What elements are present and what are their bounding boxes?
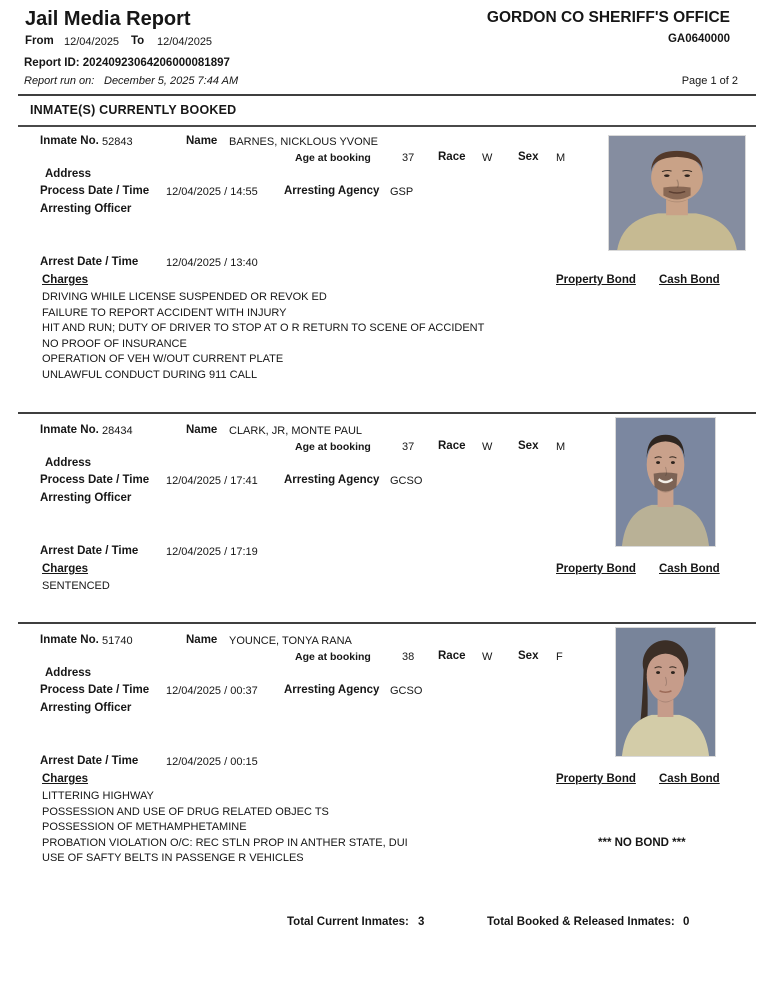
inmate-no-label: Inmate No. (40, 135, 99, 147)
sheriff-office-name: GORDON CO SHERIFF'S OFFICE (486, 9, 730, 26)
address-label: Address (45, 667, 92, 679)
race-value: W (482, 152, 493, 164)
charges-column-header: Charges (42, 773, 89, 785)
age-at-booking-label: Age at booking (295, 152, 371, 164)
to-date-value: 12/04/2025 (157, 36, 213, 48)
charge-line: PROBATION VIOLATION O/C: REC STLN PROP IN ANTHER STATE, DUI (42, 836, 408, 849)
charge-line: FAILURE TO REPORT ACCIDENT WITH INJURY (42, 306, 287, 319)
charge-line: UNLAWFUL CONDUCT DURING 911 CALL (42, 368, 258, 381)
age-at-booking-label: Age at booking (295, 651, 371, 663)
page-number: Page 1 of 2 (681, 75, 738, 87)
race-label: Race (438, 151, 466, 163)
race-value: W (482, 441, 493, 453)
arresting-agency-value: GCSO (390, 475, 423, 487)
total-current-inmates-value: 3 (418, 916, 425, 928)
arresting-agency-label: Arresting Agency (284, 684, 380, 696)
process-date-time-value: 12/04/2025 / 14:55 (166, 186, 258, 198)
inmate-no-label: Inmate No. (40, 424, 99, 436)
arresting-agency-value: GCSO (390, 685, 423, 697)
inmate-no-value: 28434 (102, 425, 133, 437)
to-label: To (131, 35, 145, 47)
sex-label: Sex (518, 151, 539, 163)
arresting-agency-label: Arresting Agency (284, 474, 380, 486)
arresting-officer-label: Arresting Officer (40, 702, 132, 714)
report-run-on-label: Report run on: (24, 75, 95, 87)
total-current-inmates-label: Total Current Inmates: (287, 916, 409, 928)
process-date-time-label: Process Date / Time (40, 684, 150, 696)
name-label: Name (186, 135, 218, 147)
report-run-on-value: December 5, 2025 7:44 AM (104, 75, 239, 87)
name-value: CLARK, JR, MONTE PAUL (229, 425, 363, 437)
cash-bond-column-header: Cash Bond (659, 274, 720, 286)
age-value: 38 (402, 651, 415, 663)
address-label: Address (45, 457, 92, 469)
cash-bond-column-header: Cash Bond (659, 563, 720, 575)
property-bond-column-header: Property Bond (556, 773, 636, 785)
arrest-date-time-value: 12/04/2025 / 17:19 (166, 546, 258, 558)
charge-line: USE OF SAFTY BELTS IN PASSENGE R VEHICLES (42, 852, 304, 864)
total-booked-released-label: Total Booked & Released Inmates: (487, 916, 675, 928)
name-value: YOUNCE, TONYA RANA (229, 635, 352, 647)
section-title: INMATE(S) CURRENTLY BOOKED (30, 103, 237, 117)
arrest-date-time-label: Arrest Date / Time (40, 256, 139, 268)
property-bond-column-header: Property Bond (556, 274, 636, 286)
report-title: Jail Media Report (25, 8, 191, 30)
process-date-time-label: Process Date / Time (40, 185, 150, 197)
office-code: GA0640000 (667, 33, 730, 45)
inmate-no-value: 51740 (102, 635, 133, 647)
race-label: Race (438, 440, 466, 452)
from-date-value: 12/04/2025 (64, 36, 120, 48)
report-id: Report ID: 20240923064206000081897 (24, 57, 230, 69)
charge-line: DRIVING WHILE LICENSE SUSPENDED OR REVOK ED (42, 291, 327, 303)
age-value: 37 (402, 152, 415, 164)
process-date-time-value: 12/04/2025 / 00:37 (166, 685, 258, 697)
name-label: Name (186, 634, 218, 646)
mugshot-photo (616, 628, 715, 756)
name-value: BARNES, NICKLOUS YVONE (229, 136, 378, 148)
mugshot-photo (609, 136, 745, 250)
mugshot-illustration (616, 418, 715, 546)
sex-value: M (556, 152, 566, 164)
inmate-no-value: 52843 (102, 136, 133, 148)
total-booked-released-value: 0 (683, 916, 690, 928)
property-bond-column-header: Property Bond (556, 563, 636, 575)
from-label: From (25, 35, 54, 47)
cash-bond-column-header: Cash Bond (659, 773, 720, 785)
race-label: Race (438, 650, 466, 662)
charge-line: NO PROOF OF INSURANCE (42, 337, 187, 350)
arrest-date-time-label: Arrest Date / Time (40, 545, 139, 557)
arrest-date-time-label: Arrest Date / Time (40, 755, 139, 767)
process-date-time-label: Process Date / Time (40, 474, 150, 486)
process-date-time-value: 12/04/2025 / 17:41 (166, 475, 258, 487)
age-at-booking-label: Age at booking (295, 441, 371, 453)
divider (18, 94, 756, 96)
arrest-date-time-value: 12/04/2025 / 00:15 (166, 756, 258, 768)
arresting-agency-label: Arresting Agency (284, 185, 380, 197)
charge-line: OPERATION OF VEH W/OUT CURRENT PLATE (42, 353, 284, 365)
sex-value: F (556, 651, 563, 663)
divider (18, 125, 756, 127)
charge-line: POSSESSION OF METHAMPHETAMINE (42, 821, 247, 833)
charge-line: HIT AND RUN; DUTY OF DRIVER TO STOP AT O R RETURN TO SCENE OF ACCIDENT (42, 322, 485, 334)
charges-column-header: Charges (42, 274, 89, 286)
inmate-no-label: Inmate No. (40, 634, 99, 646)
sex-label: Sex (518, 440, 539, 452)
no-bond-note: *** NO BOND *** (598, 836, 686, 849)
name-label: Name (186, 424, 218, 436)
sex-label: Sex (518, 650, 539, 662)
divider (18, 412, 756, 414)
charge-line: SENTENCED (42, 580, 110, 592)
charge-line: LITTERING HIGHWAY (42, 790, 154, 802)
arresting-officer-label: Arresting Officer (40, 203, 132, 215)
mugshot-photo (616, 418, 715, 546)
arresting-officer-label: Arresting Officer (40, 492, 132, 504)
arresting-agency-value: GSP (390, 186, 414, 198)
charges-column-header: Charges (42, 563, 89, 575)
arrest-date-time-value: 12/04/2025 / 13:40 (166, 257, 258, 269)
age-value: 37 (402, 441, 415, 453)
race-value: W (482, 651, 493, 663)
mugshot-illustration (609, 136, 745, 250)
mugshot-illustration (616, 628, 715, 756)
address-label: Address (45, 168, 92, 180)
charge-line: POSSESSION AND USE OF DRUG RELATED OBJEC TS (42, 805, 329, 818)
sex-value: M (556, 441, 566, 453)
divider (18, 622, 756, 624)
